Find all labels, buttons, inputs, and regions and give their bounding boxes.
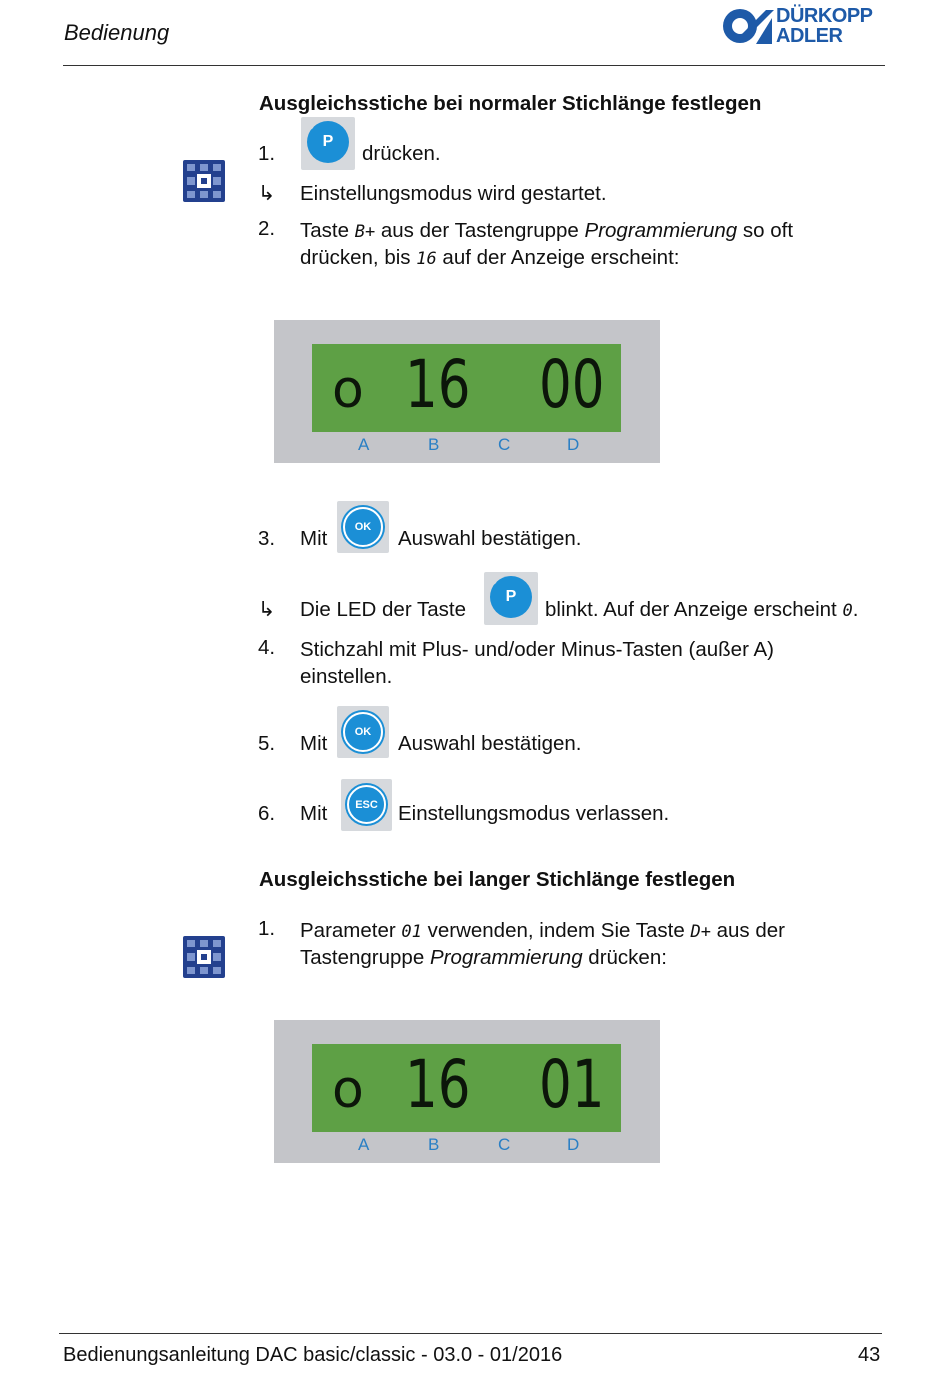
step-text-pre: Mit bbox=[300, 732, 328, 755]
lcd-label-d: D bbox=[567, 1135, 580, 1154]
esc-key-button[interactable] bbox=[341, 779, 392, 831]
step4-line1: Stichzahl mit Plus- und/oder Minus-Tasten (außer A) bbox=[300, 638, 774, 661]
logo-line2: ADLER bbox=[776, 25, 843, 47]
ok-key-button[interactable] bbox=[337, 501, 389, 553]
step-text-pre: Mit bbox=[300, 802, 328, 825]
page-number: 43 bbox=[858, 1344, 881, 1366]
p-key-button[interactable] bbox=[301, 117, 355, 170]
esc-key-icon: ESC bbox=[347, 785, 386, 824]
lcd-segment-middle: 16 bbox=[405, 1046, 471, 1123]
section2-heading: Ausgleichsstiche bei langer Stichlänge festlegen bbox=[259, 868, 736, 891]
lcd-label-c: C bbox=[498, 1135, 511, 1154]
ok-key-icon: OK bbox=[343, 507, 383, 547]
section1-heading: Ausgleichsstiche bei normaler Stichlänge festlegen bbox=[259, 92, 762, 115]
s2-step1-line1: Parameter 01 verwenden, indem Sie Taste D+ aus der bbox=[300, 919, 786, 942]
header-title: Bedienung bbox=[64, 20, 170, 45]
step-text-pre: Mit bbox=[300, 527, 328, 550]
lcd-segment-middle: 16 bbox=[405, 346, 471, 423]
result-text-pre: Die LED der Taste bbox=[300, 598, 466, 621]
result-text: blinkt. Auf der Anzeige erscheint 0. bbox=[545, 598, 859, 621]
lcd-screen bbox=[312, 1044, 621, 1132]
p-key-icon: P bbox=[490, 576, 532, 618]
control-panel-icon bbox=[183, 936, 225, 978]
result-text: Einstellungsmodus wird gestartet. bbox=[300, 182, 607, 205]
lcd-label-a: A bbox=[358, 435, 370, 454]
ok-key-icon: OK bbox=[343, 712, 383, 752]
step-number: 1. bbox=[258, 917, 276, 940]
step-text: drücken. bbox=[362, 142, 441, 165]
lcd-label-d: D bbox=[567, 435, 580, 454]
logo-mark-icon bbox=[722, 4, 774, 48]
footer-rule bbox=[59, 1333, 882, 1334]
p-key-icon: P bbox=[307, 121, 349, 163]
lcd-label-b: B bbox=[428, 1135, 440, 1154]
step2-line1: Taste B+ aus der Tastengruppe Programmierung so oft bbox=[300, 219, 794, 242]
lcd-label-a: A bbox=[358, 1135, 370, 1154]
step4-line2: einstellen. bbox=[300, 665, 393, 688]
step-text: Auswahl bestätigen. bbox=[398, 732, 582, 755]
lcd-label-c: C bbox=[498, 435, 511, 454]
lcd-display bbox=[274, 320, 660, 463]
step-number: 4. bbox=[258, 636, 276, 659]
led-indicator bbox=[304, 120, 314, 130]
led-indicator bbox=[487, 575, 497, 585]
logo-line1: DÜRKOPP bbox=[776, 5, 873, 27]
step-number: 3. bbox=[258, 527, 276, 550]
lcd-screen bbox=[312, 344, 621, 432]
footer-text: Bedienungsanleitung DAC basic/classic - 03.0 - 01/2016 bbox=[63, 1344, 563, 1366]
brand-logo bbox=[722, 4, 887, 50]
p-key-button[interactable] bbox=[484, 572, 538, 625]
lcd-segment-right: 01 bbox=[539, 1046, 605, 1123]
ok-key-button[interactable] bbox=[337, 706, 389, 758]
lcd-display bbox=[274, 1020, 660, 1163]
control-panel-icon bbox=[183, 160, 225, 202]
lcd-segment-left: o bbox=[332, 1060, 364, 1120]
step-number: 2. bbox=[258, 217, 276, 240]
lcd-segment-left: o bbox=[332, 360, 364, 420]
lcd-segment-right: 00 bbox=[539, 346, 605, 423]
result-arrow-icon: ↳ bbox=[258, 598, 276, 621]
step-number: 5. bbox=[258, 732, 276, 755]
header-rule bbox=[63, 65, 885, 66]
s2-step1-line2: Tastengruppe Programmierung drücken: bbox=[300, 946, 667, 969]
result-arrow-icon: ↳ bbox=[258, 182, 276, 205]
step-number: 1. bbox=[258, 142, 276, 165]
step-text: Einstellungsmodus verlassen. bbox=[398, 802, 670, 825]
step2-line2: drücken, bis 16 auf der Anzeige erscheint: bbox=[300, 246, 680, 269]
step-text: Auswahl bestätigen. bbox=[398, 527, 582, 550]
step-number: 6. bbox=[258, 802, 276, 825]
lcd-label-b: B bbox=[428, 435, 440, 454]
